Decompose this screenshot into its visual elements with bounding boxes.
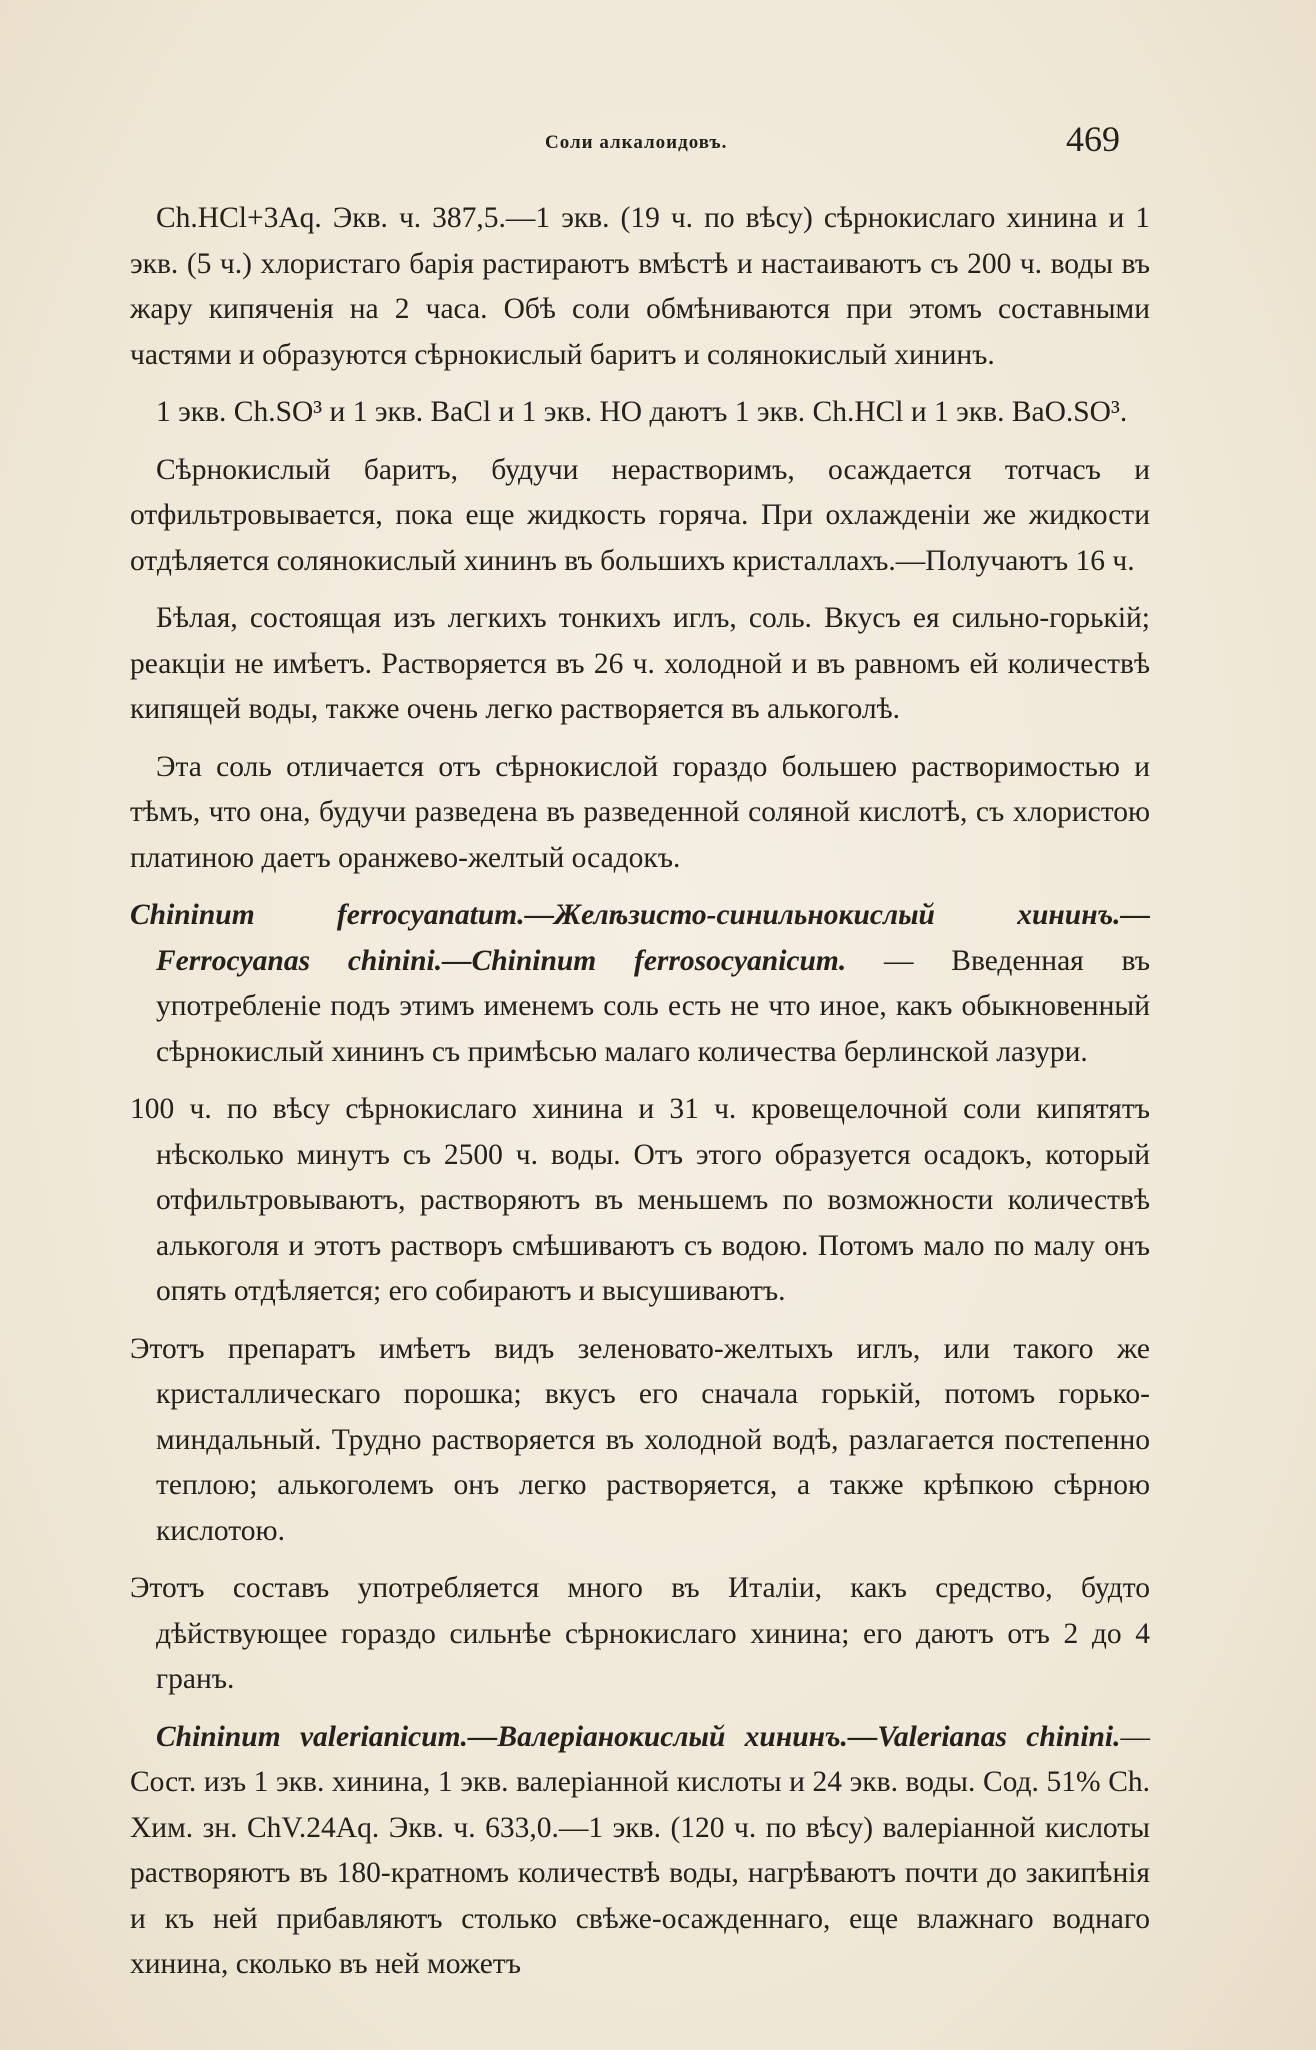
paragraph (130, 1327, 1150, 1555)
paragraph-text: Эта соль отличается отъ сѣрнокислой гораздо большею растворимостью и тѣмъ, что она, будучи разведена въ разведенной соляной кислотѣ, съ хлористою платиною даетъ оранжево-желтый осадокъ. (130, 750, 1150, 874)
paragraph (130, 196, 1150, 378)
paragraph-text: Сѣрнокислый баритъ, будучи нерастворимъ, осаждается тотчасъ и отфильтровывается, пока еще жидкость горяча. При охлажденіи же жидкости отдѣляется солянокислый хининъ въ большихъ кристаллахъ.—Получаютъ 16 ч. (130, 453, 1150, 577)
paragraph-text: Ch.HCl+3Aq. Экв. ч. 387,5.—1 экв. (19 ч. по вѣсу) сѣрнокислаго хинина и 1 экв. (5 ч.) хлористаго барія растираютъ вмѣстѣ и настаиваютъ съ 200 ч. воды въ жару кипяченія на 2 часа. Обѣ соли обмѣниваются при этомъ составными частями и образуются сѣрнокислый баритъ и солянокислый хининъ. (130, 202, 1150, 371)
paragraph-text: Этотъ препаратъ имѣетъ видъ зеленовато-желтыхъ иглъ, или такого же кристаллическаго порошка; вкусъ его сначала горькій, потомъ горько-миндальный. Трудно растворяется въ холодной водѣ, разлагается постепенно теплою; алькоголемъ онъ легко растворяется, а также крѣпкою сѣрною кислотою. (130, 1332, 1150, 1547)
paragraph-text: 100 ч. по вѣсу сѣрнокислаго хинина и 31 ч. кровещелочной соли кипятятъ нѣсколько минутъ съ 2500 ч. воды. Отъ этого образуется осадокъ, который отфильтровываютъ, растворяютъ въ меньшемъ по возможности количествѣ алькоголя и этотъ растворъ смѣшиваютъ съ водою. Потомъ мало по малу онъ опять отдѣляется; его собираютъ и высушиваютъ. (130, 1093, 1150, 1307)
entry-paragraph (130, 893, 1150, 1075)
paragraph (130, 390, 1150, 436)
entry-heading: Chininum ferrocyanatum.—Желѣзисто-синильнокислый хининъ.—Ferrocyanas chinini.—Chininum ferrosocyanicum. (130, 899, 1150, 977)
page-number: 469 (1066, 119, 1120, 159)
paragraph (130, 596, 1150, 733)
paragraph-text: 1 экв. Ch.SO³ и 1 экв. BaCl и 1 экв. HO даютъ 1 экв. Ch.HCl и 1 экв. BaO.SO³. (156, 396, 1128, 428)
entry-heading: Chininum valerianicum.—Валеріанокислый хининъ.—Valerianas chinini. (156, 1720, 1121, 1753)
paragraph (130, 448, 1150, 585)
running-head: Соли алкалоидовъ. (545, 132, 728, 153)
paragraph-text: Этотъ составъ употребляется много въ Италіи, какъ средство, будто дѣйствующее гораздо сильнѣе сѣрнокислаго хинина; его даютъ отъ 2 до 4 гранъ. (130, 1572, 1150, 1695)
paragraph (130, 1566, 1150, 1703)
entry-paragraph (130, 1715, 1150, 1988)
page-body (130, 196, 1150, 2000)
page-header (0, 118, 1316, 168)
paragraph (130, 1087, 1150, 1315)
paragraph-text: — Введенная въ употребленіе подъ этимъ именемъ соль есть не что иное, какъ обыкновенный сѣрнокислый хининъ съ примѣсью малаго количества берлинской лазури. (156, 944, 1150, 1068)
paragraph (130, 745, 1150, 882)
paragraph-text: Бѣлая, состоящая изъ легкихъ тонкихъ иглъ, соль. Вкусъ ея сильно-горькій; реакціи не имѣетъ. Растворяется въ 26 ч. холодной и въ равномъ ей количествѣ кипящей воды, также очень легко растворяется въ алькоголѣ. (130, 602, 1150, 725)
paragraph-text: —Сост. изъ 1 экв. хинина, 1 экв. валеріанной кислоты и 24 экв. воды. Сод. 51% Ch. Хим. зн. ChV.24Aq. Экв. ч. 633,0.—1 экв. (120 ч. по вѣсу) валеріанной кислоты растворяютъ въ 180-кратномъ количествѣ воды, нагрѣваютъ почти до закипѣнія и къ ней прибавляютъ столько свѣже-осажденнаго, еще влажнаго воднаго хинина, сколько въ ней можетъ (130, 1720, 1150, 1980)
